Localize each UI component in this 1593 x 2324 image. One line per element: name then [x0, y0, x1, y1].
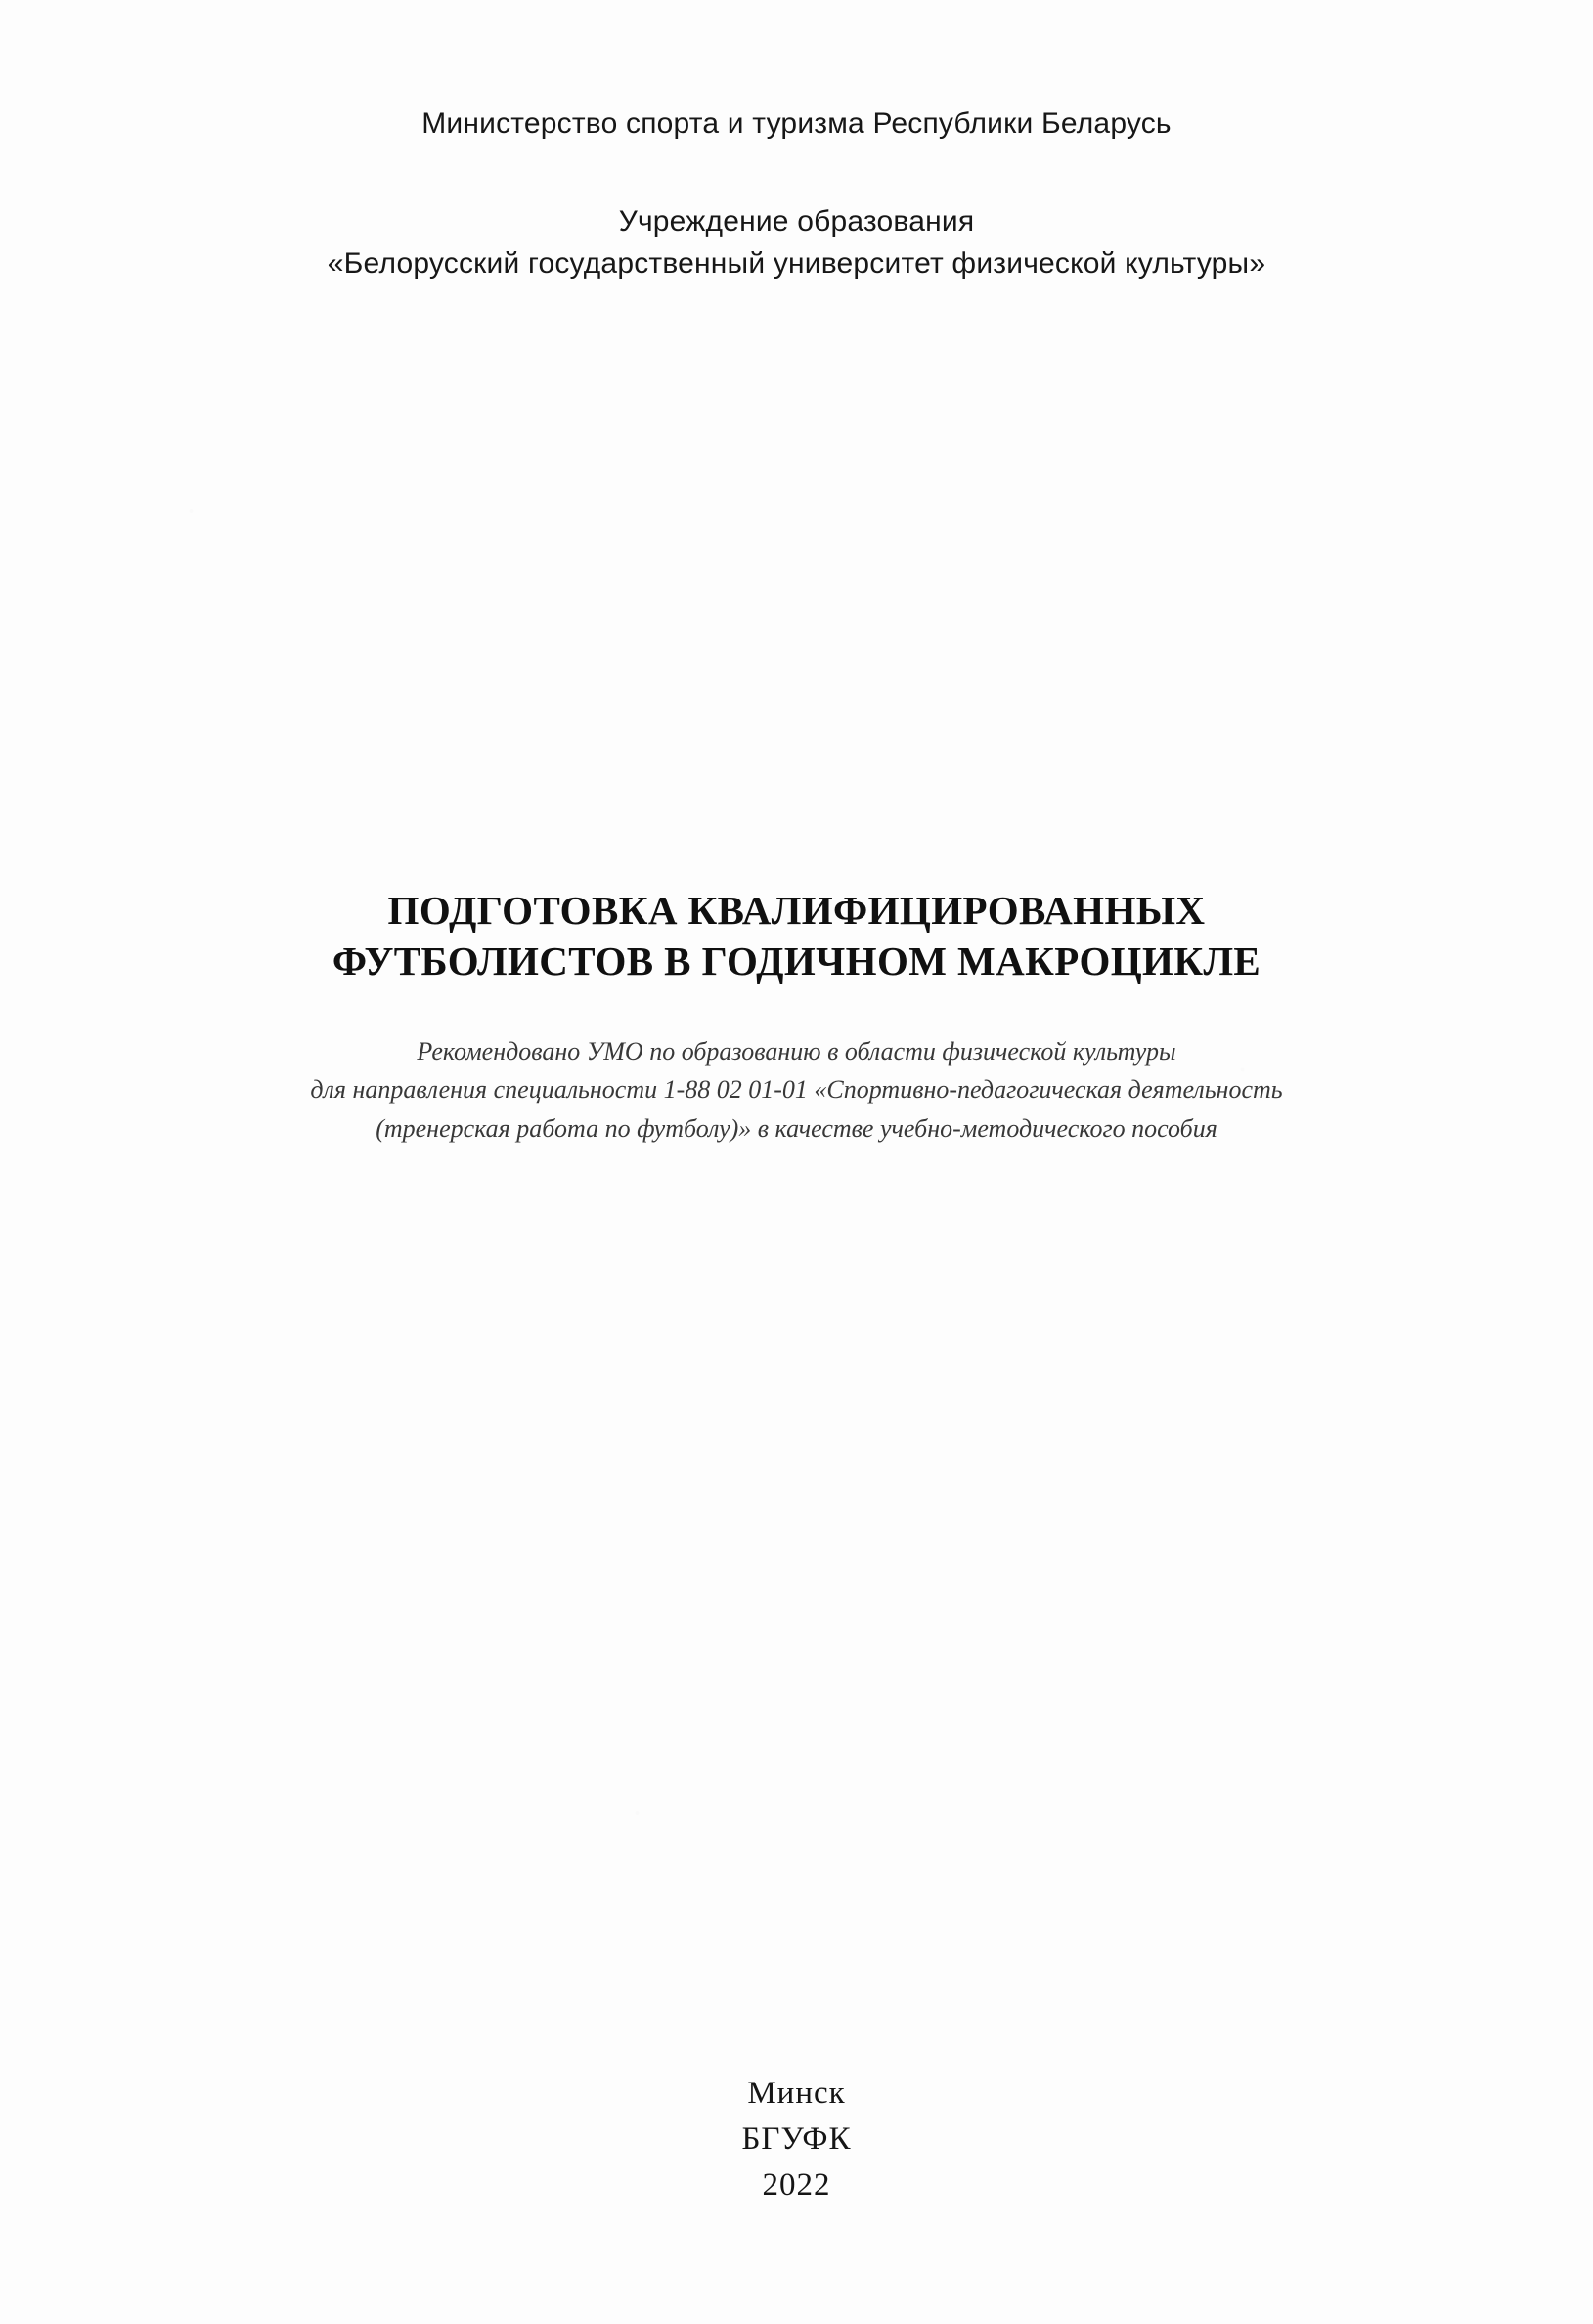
- institution-line-2: «Белорусский государственный университет физической культуры»: [327, 246, 1266, 280]
- recommendation-line-3: (тренерская работа по футболу)» в качестве учебно-методического пособия: [376, 1114, 1217, 1143]
- imprint-publisher: БГУФК: [741, 2122, 852, 2158]
- ministry-line: Министерство спорта и туризма Республики Беларусь: [421, 108, 1172, 140]
- imprint-city: Минск: [747, 2076, 846, 2112]
- recommendation-line-2: для направления специальности 1-88 02 01-01 «Спортивно-педагогическая деятельность: [310, 1075, 1283, 1105]
- page-title-line-2: ФУТБОЛИСТОВ В ГОДИЧНОМ МАКРОЦИКЛЕ: [332, 939, 1261, 985]
- recommendation-line-1: Рекомендовано УМО по образованию в области физической культуры: [417, 1036, 1176, 1066]
- cover-content: [156, 0, 1437, 2324]
- title-block: [156, 885, 1437, 1148]
- institution-line-1: Учреждение образования: [618, 205, 975, 238]
- imprint-block: [156, 2071, 1437, 2209]
- recommendation-block: [156, 1032, 1437, 1149]
- page-title-line-1: ПОДГОТОВКА КВАЛИФИЦИРОВАННЫХ: [387, 888, 1206, 933]
- imprint-year: 2022: [762, 2168, 831, 2204]
- publisher-block: [156, 108, 1437, 285]
